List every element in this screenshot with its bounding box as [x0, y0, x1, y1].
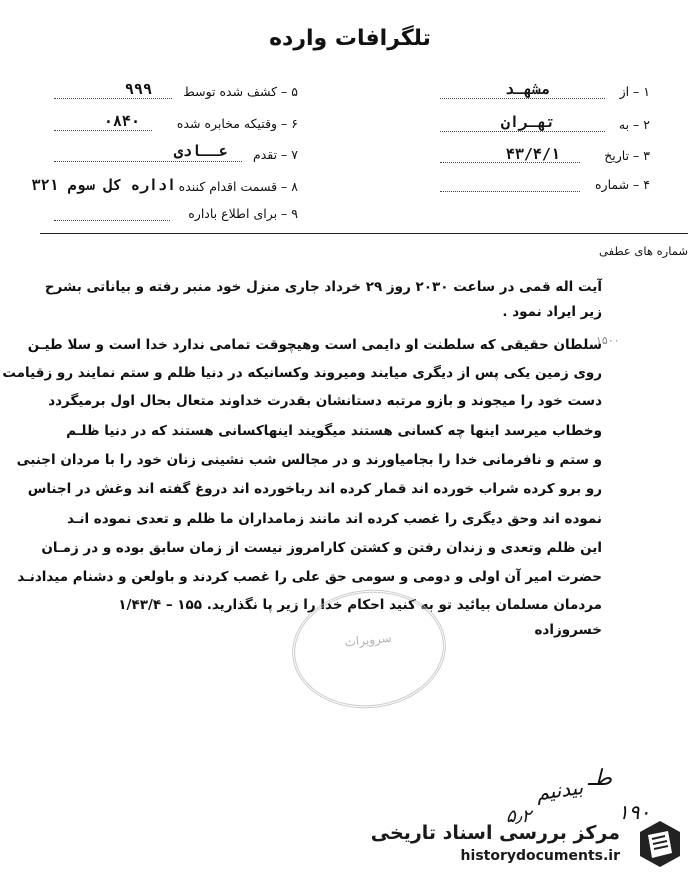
body-line: زیر ایراد نمود .	[502, 304, 602, 320]
body-line: مردمان مسلمان بیائید تو به کنید احکام خدا را زیر پا نگذارید. ۱۵۵ – ۱/۴۳/۴	[118, 597, 602, 613]
handwritten-note: طـ	[588, 766, 612, 791]
field-to-label: ۲ – به	[618, 117, 650, 132]
dotted-line	[440, 191, 580, 192]
field-decoded-by-value: ۹۹۹	[124, 80, 152, 98]
watermark-site: historydocuments.ir	[460, 848, 620, 864]
body-line: روی زمین یکی پس از دیگری میایند ومیروند وکسانیکه در دنیا ظلم و ستم نمایند رو زقیامت	[2, 365, 602, 381]
field-action-dept-value: اداره کل سوم ۳۲۱	[31, 176, 176, 194]
body-line: نموده اند وحق دیگری را غصب کرده اند مانند زمامداران ما ظلم و تعدی نموده انـد	[66, 511, 602, 527]
body-line: سلطان حقیقی که سلطنت او دایمی است وهیچوقت تمامی ندارد خدا است و سلا طیـن	[27, 337, 602, 353]
body-line: آیت اله قمی در ساعت ۲۰۳۰ روز ۲۹ خرداد جاری منزل خود منبر رفته و بیاناتی بشرح	[44, 279, 602, 295]
body-line: و ستم و نافرمانی خدا را بجامیاورند و در مجالس شب نشینی زنان خود را با مردان اجنبی	[16, 452, 602, 468]
body-line: دست خود را میجوند و بازو مرتبه دستانشان بقدرت خداوند متعال بحال اول برمیگردد	[48, 393, 602, 409]
dotted-line	[440, 98, 605, 99]
body-line: وخطاب میرسد اینها چه کسانی هستند میگویند اینهاکسانی هستند که در دنیا ظلـم	[66, 423, 602, 439]
reference-label: شماره های عطفی	[599, 244, 688, 258]
field-decoded-by-label: ۵ – کشف شده توسط	[183, 84, 298, 99]
field-sent-time-label: ۶ – وقتیکه مخابره شده	[176, 116, 298, 131]
watermark-name: مرکز بررسی اسناد تاریخی	[370, 822, 620, 844]
dotted-line	[54, 161, 242, 162]
field-from-value: مشهـد	[504, 80, 550, 98]
field-priority-value: عــادی	[173, 142, 228, 160]
body-line: رو برو کرده شراب خورده اند قمار کرده اند رباخورده اند دروغ گفته اند وغش در اجناس	[27, 481, 602, 497]
field-to-value: تهـران	[500, 113, 555, 131]
body-line: این ظلم وتعدی و زندان رفتن و کشتن کارامروز نیست از زمان سابق بوده و در زمـان	[41, 540, 602, 556]
dotted-line	[54, 98, 172, 99]
handwritten-note: بیدنیم	[534, 774, 585, 806]
field-info-label: ۹ – برای اطلاع باداره	[188, 206, 298, 221]
archive-logo-icon	[634, 818, 686, 870]
field-from-label: ۱ – از	[619, 84, 650, 99]
body-line-signature: خسروزاده	[534, 622, 602, 638]
dotted-line	[54, 220, 170, 221]
dotted-line	[54, 130, 152, 131]
field-priority-label: ۷ – تقدم	[252, 147, 298, 162]
field-date-value: ۴۳/۴/۱	[505, 145, 560, 163]
handwritten-note: ۵٫۲	[506, 806, 532, 827]
document-title: تلگرافات وارده	[269, 26, 431, 51]
watermark	[370, 818, 690, 870]
field-date-label: ۳ – تاریخ	[604, 148, 650, 163]
header-divider	[40, 233, 688, 234]
field-action-dept-label: ۸ – قسمت اقدام کننده	[178, 179, 298, 194]
dotted-line	[440, 131, 605, 132]
field-number-label: ۴ – شماره	[594, 177, 650, 192]
handwritten-note: ۱۹۰	[618, 800, 651, 824]
field-sent-time-value: ۰۸۴۰	[103, 112, 140, 130]
body-line: حضرت امیر آن اولی و دومی و سومی حق علی را غصب کردند و باولعن و دشنام میدادنـد	[17, 569, 602, 585]
stamp-text: سرویراث	[343, 630, 393, 650]
margin-note: ۱۵۰۰	[596, 334, 620, 347]
